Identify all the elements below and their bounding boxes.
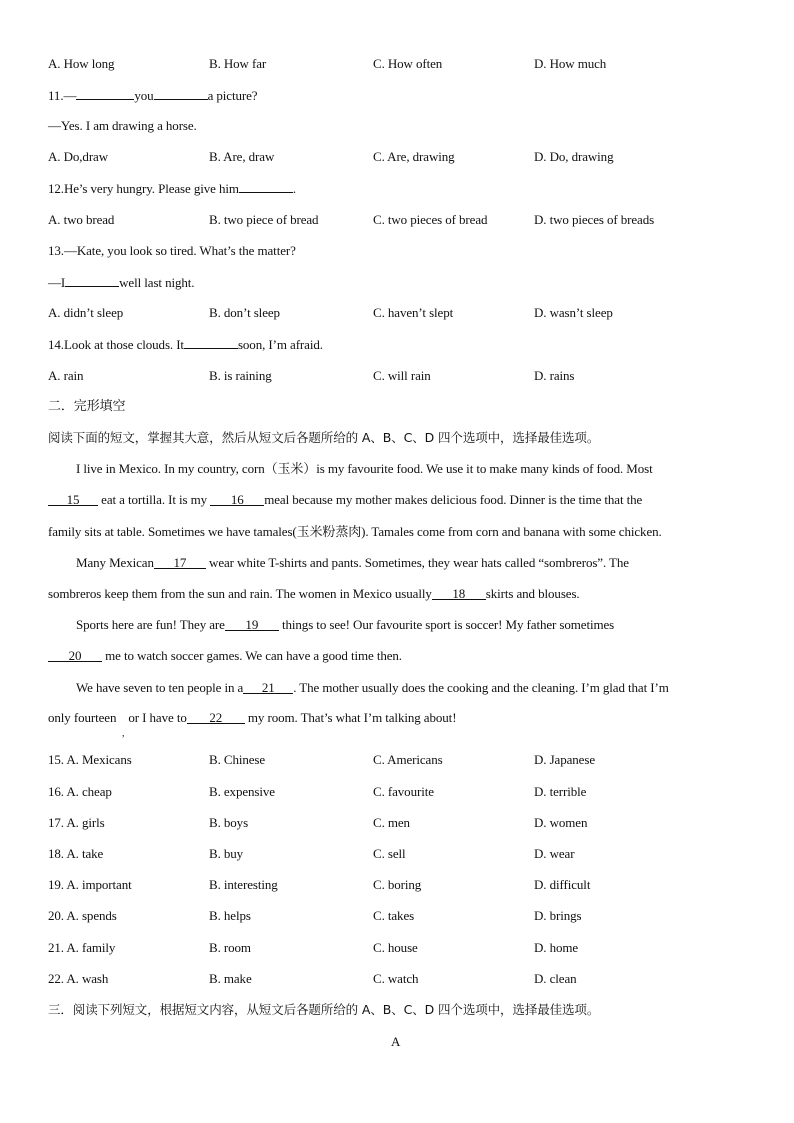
- option-a: 15. A. Mexicans: [48, 752, 132, 767]
- answer-blank[interactable]: [76, 86, 134, 100]
- section-2-instruction: 阅读下面的短文，掌握其大意，然后从短文后各题所给的 A、B、C、D 四个选项中，选择最佳选项。: [48, 430, 600, 445]
- option-d: D. terrible: [534, 784, 587, 799]
- passage-line: [48, 585, 580, 603]
- option-b: B. two piece of bread: [209, 212, 319, 227]
- question-11: [48, 86, 257, 104]
- blank-19[interactable]: 19: [225, 617, 279, 631]
- passage-text: my room. That’s what I’m talking about!: [244, 710, 457, 725]
- passage-line: family sits at table. Sometimes we have tamales(玉米粉蒸肉). Tamales come from corn and banana with some chicken.: [48, 524, 662, 539]
- option-a: 16. A. cheap: [48, 784, 112, 799]
- passage-text: Many Mexican: [76, 555, 154, 570]
- option-b: B. Are, draw: [209, 149, 275, 164]
- question-text: 14.Look at those clouds. It: [48, 337, 184, 352]
- option-c: C. favourite: [373, 784, 434, 799]
- option-b: B. interesting: [209, 877, 278, 892]
- question-14: [48, 335, 323, 353]
- passage-line: [48, 491, 642, 509]
- option-c: C. takes: [373, 908, 415, 923]
- question-text: —I: [48, 275, 66, 290]
- option-d: D. How much: [534, 56, 607, 71]
- option-a: 21. A. family: [48, 940, 116, 955]
- option-a: 17. A. girls: [48, 815, 105, 830]
- option-c: C. boring: [373, 877, 422, 892]
- passage-text: Sports here are fun! They are: [76, 617, 225, 632]
- passage-line: [76, 616, 614, 634]
- passage-line: [76, 679, 669, 697]
- passage-text: meal because my mother makes delicious food. Dinner is the time that the: [264, 492, 643, 507]
- option-a: A. Do,draw: [48, 149, 109, 164]
- passage-text: only fourteen: [48, 710, 117, 725]
- answer-blank[interactable]: [65, 273, 119, 287]
- question-text: you: [134, 88, 154, 103]
- q13-answer-line: [48, 273, 194, 291]
- question-number: 11.—: [48, 88, 77, 103]
- question-text: soon, I’m afraid.: [237, 337, 323, 352]
- option-c: C. sell: [373, 846, 406, 861]
- blank-17[interactable]: 17: [154, 555, 206, 569]
- option-c: C. haven’t slept: [373, 305, 454, 320]
- question-text: 12.He’s very hungry. Please give him: [48, 181, 239, 196]
- passage-text: things to see! Our favourite sport is soccer! My father sometimes: [278, 617, 615, 632]
- option-c: C. men: [373, 815, 410, 830]
- option-a: 18. A. take: [48, 846, 104, 861]
- option-c: C. will rain: [373, 368, 431, 383]
- passage-text: eat a tortilla. It is my: [98, 492, 211, 507]
- passage-line: [48, 709, 456, 727]
- option-b: B. expensive: [209, 784, 275, 799]
- option-a: 20. A. spends: [48, 908, 117, 923]
- option-c: C. Americans: [373, 752, 443, 767]
- option-b: B. helps: [209, 908, 251, 923]
- answer-blank[interactable]: [184, 335, 238, 349]
- option-b: B. room: [209, 940, 251, 955]
- option-d: D. Japanese: [534, 752, 595, 767]
- blank-22[interactable]: 22: [187, 710, 245, 724]
- option-d: D. two pieces of breads: [534, 212, 655, 227]
- blank-21[interactable]: 21: [243, 680, 293, 694]
- option-a: A. didn’t sleep: [48, 305, 124, 320]
- passage-text: me to watch soccer games. We can have a good time then.: [102, 648, 402, 663]
- answer-blank[interactable]: [154, 86, 208, 100]
- option-b: B. buy: [209, 846, 244, 861]
- option-b: B. boys: [209, 815, 249, 830]
- option-b: B. How far: [209, 56, 267, 71]
- option-d: D. women: [534, 815, 588, 830]
- passage-text: sombreros keep them from the sun and rain. The women in Mexico usually: [48, 586, 432, 601]
- passage-line: [76, 554, 629, 572]
- option-d: D. rains: [534, 368, 575, 383]
- option-c: C. two pieces of bread: [373, 212, 488, 227]
- option-a: A. two bread: [48, 212, 115, 227]
- q11-answer: —Yes. I am drawing a horse.: [48, 118, 197, 133]
- passage-a-heading: A: [391, 1034, 401, 1049]
- option-b: B. Chinese: [209, 752, 266, 767]
- blank-16[interactable]: 16: [210, 492, 264, 506]
- option-a: A. rain: [48, 368, 84, 383]
- passage-text: or I have to: [128, 710, 187, 725]
- option-c: C. How often: [373, 56, 443, 71]
- passage-line: [48, 647, 402, 665]
- section-2-title: 二．完形填空: [48, 399, 126, 414]
- option-d: D. home: [534, 940, 579, 955]
- question-12: [48, 179, 296, 197]
- option-a: A. How long: [48, 56, 115, 71]
- option-b: B. is raining: [209, 368, 272, 383]
- option-d: D. wear: [534, 846, 575, 861]
- option-a: 22. A. wash: [48, 971, 109, 986]
- passage-text: skirts and blouses.: [485, 586, 580, 601]
- section-3-title: 三．阅读下列短文，根据短文内容，从短文后各题所给的 A、B、C、D 四个选项中，选择最佳选项。: [48, 1002, 600, 1017]
- blank-20[interactable]: 20: [48, 648, 102, 662]
- option-d: D. Do, drawing: [534, 149, 614, 164]
- option-d: D. wasn’t sleep: [534, 305, 613, 320]
- passage-line: I live in Mexico. In my country, corn（玉米）is my favourite food. We use it to make many kinds of food. Most: [76, 461, 653, 476]
- option-c: C. Are, drawing: [373, 149, 455, 164]
- question-text: well last night.: [119, 275, 195, 290]
- option-c: C. house: [373, 940, 418, 955]
- option-b: B. don’t sleep: [209, 305, 280, 320]
- answer-blank[interactable]: [239, 179, 293, 193]
- blank-15[interactable]: 15: [48, 492, 98, 506]
- option-d: D. clean: [534, 971, 577, 986]
- stray-comma: ,: [122, 728, 125, 739]
- passage-text: We have seven to ten people in a: [76, 680, 244, 695]
- option-d: D. brings: [534, 908, 582, 923]
- question-13: 13.—Kate, you look so tired. What’s the matter?: [48, 243, 296, 258]
- question-text: .: [292, 181, 297, 196]
- question-text: a picture?: [207, 88, 258, 103]
- option-c: C. watch: [373, 971, 419, 986]
- option-a: 19. A. important: [48, 877, 132, 892]
- blank-18[interactable]: 18: [432, 586, 486, 600]
- passage-text: . The mother usually does the cooking and the cleaning. I’m glad that I’m: [293, 680, 669, 695]
- option-d: D. difficult: [534, 877, 591, 892]
- passage-text: wear white T-shirts and pants. Sometimes, they wear hats called “sombreros”. The: [205, 555, 629, 570]
- option-b: B. make: [209, 971, 252, 986]
